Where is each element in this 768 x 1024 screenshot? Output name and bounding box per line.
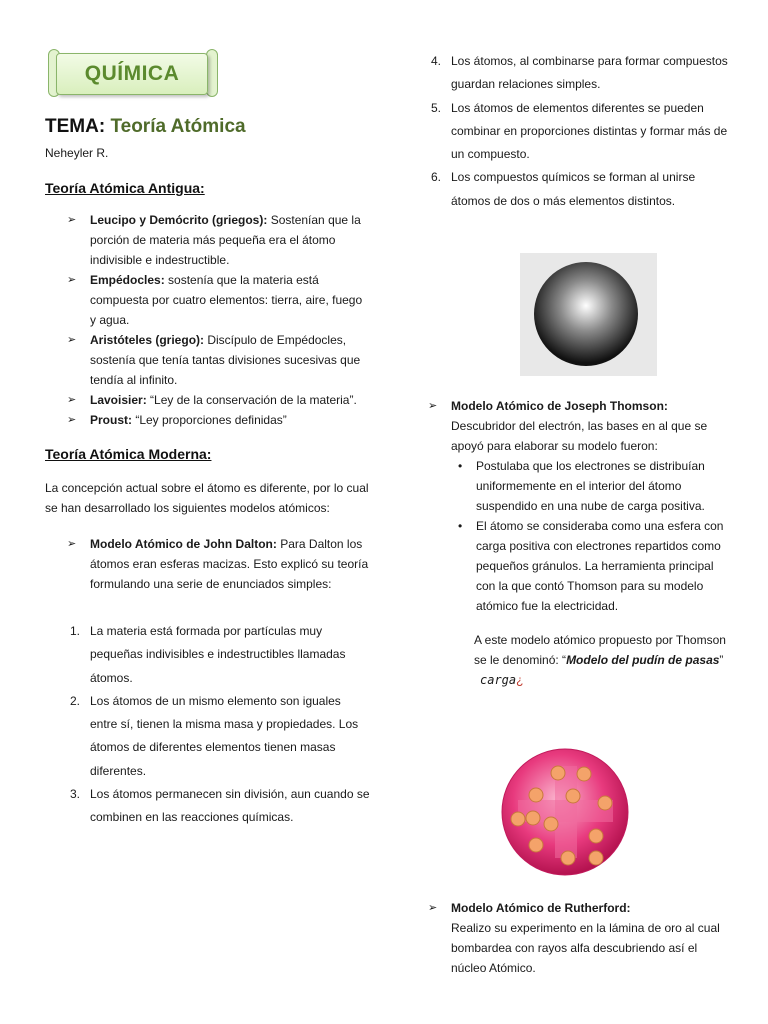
carga-note: carga <box>480 673 517 687</box>
right-column <box>428 50 728 213</box>
moderna-intro: La concepción actual sobre el átomo es diferente, por lo cual se han desarrollado los siguientes modelos atómicos: <box>45 481 369 515</box>
list-item: ➢ Leucipo y Demócrito (griegos): Sostenían que la porción de materia más pequeña era el átomo indivisible e indestructible. <box>45 210 370 270</box>
list-item: 6. Los compuestos químicos se forman al unirse átomos de dos o más elementos distintos. <box>431 170 696 208</box>
list-item: ➢ Empédocles: sostenía que la materia está compuesta por cuatro elementos: tierra, aire, fuego y agua. <box>45 270 370 330</box>
thomson-model-name: A este modelo atómico propuesto por Thomson se le denominó: “Modelo del pudín de pasas” carga¿ <box>474 633 726 687</box>
list-item: • El átomo se consideraba como una esfera con carga positiva con electrones repartidos como pequeños gránulos. La herramienta principal con la que contó Thomson para su modelo atómico fue la electricidad. <box>406 516 728 616</box>
antigua-list <box>45 210 370 430</box>
dalton-numbered-list-continued <box>406 50 728 213</box>
arrow-bullet-icon: ➢ <box>67 274 77 286</box>
arrow-bullet-icon: ➢ <box>67 334 77 346</box>
arrow-bullet-icon: ➢ <box>67 538 77 550</box>
list-item: 5. Los átomos de elementos diferentes se pueden combinar en proporciones distintas y formar más de un compuesto. <box>431 100 728 162</box>
document-title: QUÍMICA <box>56 53 208 95</box>
rutherford-section <box>428 898 728 978</box>
list-item: ➢ Aristóteles (griego): Discípulo de Empédocles, sostenía que tenía tantas divisiones sucesivas que tendía al infinito. <box>45 330 370 390</box>
list-item: ➢ Modelo Atómico de Joseph Thomson: Descubridor del electrón, las bases en al que se apoyó para elaborar su modelo fueron: <box>406 396 728 456</box>
carga-mark: ¿ <box>516 673 524 687</box>
dalton-list <box>45 534 370 594</box>
title-scroll-banner <box>48 45 218 101</box>
tema-value: Teoría Atómica <box>110 116 246 137</box>
list-item: 4. Los átomos, al combinarse para formar compuestos guardan relaciones simples. <box>431 54 728 92</box>
tema-label: TEMA: <box>45 116 106 137</box>
thomson-section <box>428 396 728 690</box>
arrow-bullet-icon: ➢ <box>67 394 77 406</box>
plum-pudding-model-image <box>498 748 633 878</box>
rutherford-list <box>406 898 728 978</box>
arrow-bullet-icon: ➢ <box>67 214 77 226</box>
list-item: • Postulaba que los electrones se distribuían uniformemente en el interior del átomo suspendido en una nube de carga positiva. <box>406 456 728 516</box>
list-item: ➢ Proust: “Ley proporciones definidas” <box>45 410 370 430</box>
plum-pudding-icon <box>498 748 633 878</box>
left-column <box>45 180 370 830</box>
moderna-heading: Teoría Atómica Moderna: <box>45 446 212 462</box>
arrow-bullet-icon: ➢ <box>428 400 438 412</box>
list-item: ➢ Modelo Atómico de Rutherford: Realizo su experimento en la lámina de oro al cual bombardea con rayos alfa descubriendo así el núcleo Atómico. <box>406 898 728 978</box>
list-item: 2. Los átomos de un mismo elemento son iguales entre sí, tienen la misma masa y propiedades. Los átomos de diferentes elementos tienen masas diferentes. <box>70 693 359 778</box>
list-item: 1. La materia está formada por partículas muy pequeñas indivisibles e indestructibles llamadas átomos. <box>70 624 346 685</box>
antigua-heading: Teoría Atómica Antigua: <box>45 180 205 196</box>
author: Neheyler R. <box>45 146 109 160</box>
topic-line <box>45 116 246 138</box>
arrow-bullet-icon: ➢ <box>428 902 438 914</box>
list-item: 3. Los átomos permanecen sin división, aun cuando se combinen en las reacciones químicas. <box>70 787 370 825</box>
dalton-numbered-list <box>45 620 370 830</box>
thomson-points <box>406 456 728 616</box>
list-item: ➢ Lavoisier: “Ley de la conservación de la materia”. <box>45 390 370 410</box>
arrow-bullet-icon: ➢ <box>67 414 77 426</box>
list-item: ➢ Modelo Atómico de John Dalton: Para Dalton los átomos eran esferas macizas. Esto explicó su teoría formulando una serie de enunciados simples: <box>45 534 370 594</box>
solid-sphere-icon <box>520 253 657 376</box>
dot-bullet-icon: • <box>458 459 463 473</box>
dalton-sphere-image <box>520 253 657 376</box>
thomson-list <box>406 396 728 456</box>
dot-bullet-icon: • <box>458 519 463 533</box>
